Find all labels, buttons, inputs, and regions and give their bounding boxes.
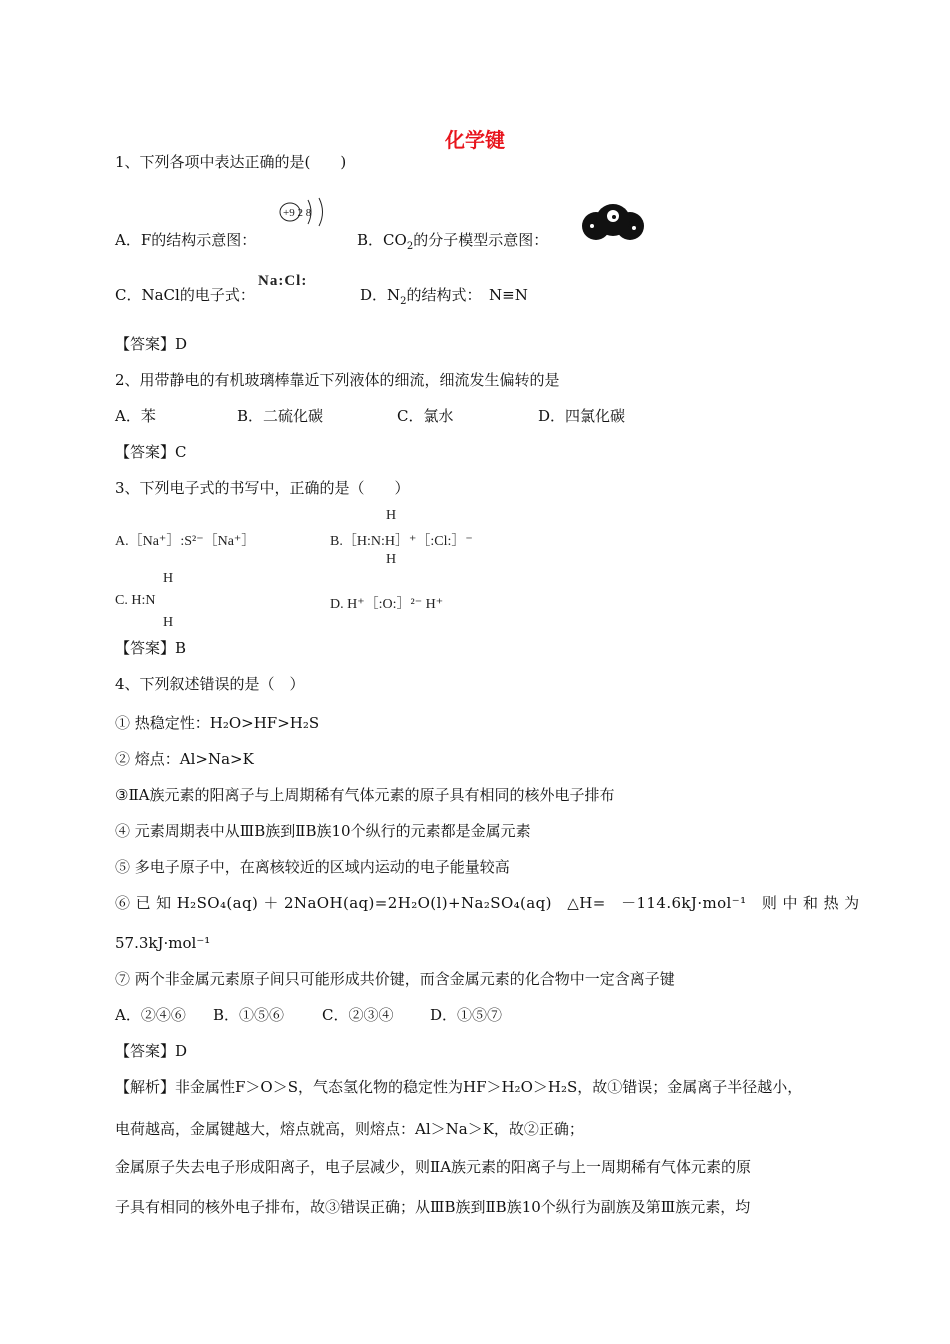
q3-option-c-h-bottom: H xyxy=(163,615,174,630)
q2-option-a: A．苯 xyxy=(115,407,156,425)
q1-option-b-sub: 2 xyxy=(406,241,414,252)
q1-option-d-tail: 的结构式： N≡N xyxy=(406,286,528,304)
fluorine-diagram-label: +9 2 8 xyxy=(283,207,312,219)
q1-stem: 1、下列各项中表达正确的是( ) xyxy=(115,153,347,171)
q4-item-6-continued: 57.3kJ·mol⁻¹ xyxy=(115,934,211,952)
q4-stem: 4、下列叙述错误的是（ ） xyxy=(115,675,305,693)
q4-item-5: ⑤ 多电子原子中，在离核较近的区域内运动的电子能量较高 xyxy=(115,858,510,876)
q4-option-a: A．②④⑥ xyxy=(115,1006,186,1024)
nacl-electron-formula: Na:Cl: xyxy=(258,273,308,289)
q2-option-b: B．二硫化碳 xyxy=(237,407,324,425)
q2-stem: 2、用带静电的有机玻璃棒靠近下列液体的细流，细流发生偏转的是 xyxy=(115,371,560,389)
q1-option-c-label: C．NaCl的电子式： xyxy=(115,286,255,304)
q4-analysis-line-3: 金属原子失去电子形成阳离子，电子层减少，则ⅡA族元素的阳离子与上一周期稀有气体元素的原 xyxy=(115,1158,752,1176)
q4-answer: 【答案】D xyxy=(115,1042,188,1060)
q1-option-c xyxy=(115,285,255,305)
q2-option-c: C．氯水 xyxy=(397,407,454,425)
fluorine-structure-diagram xyxy=(278,194,334,234)
q3-stem: 3、下列电子式的书写中，正确的是（ ） xyxy=(115,479,410,497)
q4-item-2: ② 熔点：Al>Na>K xyxy=(115,750,254,768)
q1-option-a-label: A．F的结构示意图： xyxy=(115,231,257,249)
q3-option-d: D. H⁺［:O:］²⁻ H⁺ xyxy=(330,597,444,612)
q3-option-c: C. H:N xyxy=(115,593,156,608)
q1-option-d-label: D．N xyxy=(360,286,401,304)
q4-item-4: ④ 元素周期表中从ⅢB族到ⅡB族10个纵行的元素都是金属元素 xyxy=(115,822,531,840)
q4-item-1: ① 热稳定性：H₂O>HF>H₂S xyxy=(115,714,320,732)
q2-option-d: D．四氯化碳 xyxy=(538,407,626,425)
q4-option-c: C．②③④ xyxy=(322,1006,394,1024)
q2-answer: 【答案】C xyxy=(115,443,187,461)
q4-analysis-line-2: 电荷越高，金属键越大，熔点就高，则熔点：Al＞Na＞K，故②正确； xyxy=(115,1120,584,1138)
q4-item-7: ⑦ 两个非金属元素原子间只可能形成共价键，而含金属元素的化合物中一定含离子键 xyxy=(115,970,675,988)
q3-option-b-h-top: H xyxy=(386,508,397,523)
q3-option-b: B.［H:N:H］⁺［:Cl:］⁻ xyxy=(330,534,473,549)
q1-option-b-tail: 的分子模型示意图： xyxy=(413,231,549,249)
q3-option-a: A.［Na⁺］:S²⁻［Na⁺］ xyxy=(115,534,256,549)
q1-answer: 【答案】D xyxy=(115,335,188,353)
page-title: 化学键 xyxy=(445,128,505,152)
q1-option-b-label: B．CO xyxy=(357,231,407,249)
q4-item-6: ⑥ 已 知 H₂SO₄(aq) ＋ 2NaOH(aq)=2H₂O(l)+Na₂SO₄(aq) △H= －114.6kJ·mol⁻¹ 则 中 和 热 为 xyxy=(115,894,860,912)
q1-option-d-sub: 2 xyxy=(400,296,407,307)
q4-option-b: B．①⑤⑥ xyxy=(213,1006,285,1024)
q1-option-b xyxy=(357,230,548,257)
q1-option-a xyxy=(115,230,256,250)
q4-option-d: D．①⑤⑦ xyxy=(430,1006,503,1024)
q4-item-3: ③ⅡA族元素的阳离子与上周期稀有气体元素的原子具有相同的核外电子排布 xyxy=(115,786,615,804)
q1-option-d xyxy=(360,285,528,312)
q3-option-b-h-bottom: H xyxy=(386,552,397,567)
co2-model-image xyxy=(580,200,646,246)
q4-analysis-line-1: 【解析】非金属性F＞O＞S，气态氢化物的稳定性为HF＞H₂O＞H₂S，故①错误；金属离子半径越小， xyxy=(115,1078,803,1096)
q3-option-c-h-top: H xyxy=(163,571,174,586)
q4-analysis-line-4: 子具有相同的核外电子排布，故③错误正确；从ⅢB族到ⅡB族10个纵行为副族及第Ⅲ族元素，均 xyxy=(115,1198,751,1216)
q3-answer: 【答案】B xyxy=(115,639,187,657)
